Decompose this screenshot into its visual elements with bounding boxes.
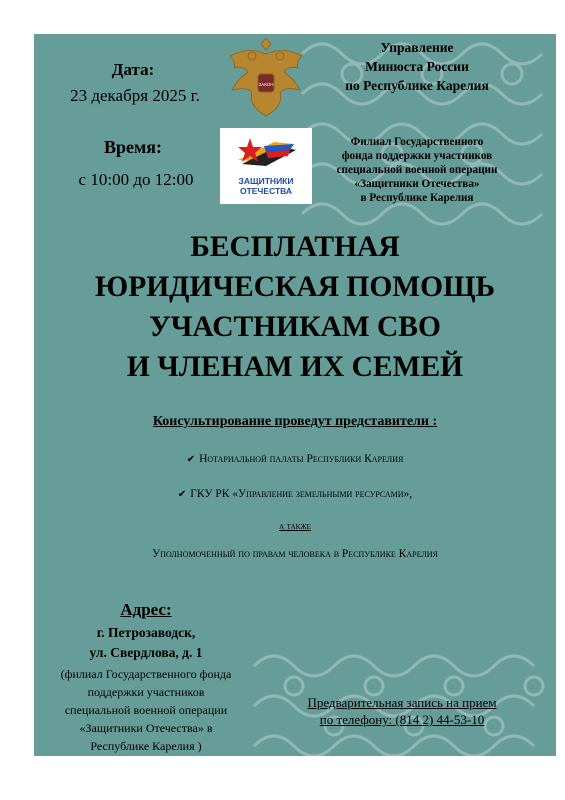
poster <box>34 34 556 756</box>
fund-line: «Защитники Отечества» <box>354 178 480 190</box>
booking-block <box>266 694 538 728</box>
address-note-line: «Защитники Отечества» в <box>79 721 213 735</box>
address-note-line: Республике Карелия ) <box>90 739 202 753</box>
ministry-line: Управление <box>380 40 454 55</box>
ministry-block <box>296 38 538 95</box>
headline-line: БЕСПЛАТНАЯ <box>190 231 400 263</box>
time-label: Время: <box>104 137 162 157</box>
booking-line2 <box>266 711 538 728</box>
address-street: ул. Свердлова, д. 1 <box>89 645 203 660</box>
consult-heading: Консультирование проведут представители : <box>152 414 438 429</box>
fund-line: Филиал Государственного <box>350 136 484 148</box>
list-item-label: Нотариальной палаты Республики Карелия <box>199 453 404 465</box>
booking-prefix: по телефону: <box>319 712 393 727</box>
ministry-line: по Республике Карелия <box>345 78 489 93</box>
address-city: г. Петрозаводск, <box>96 625 196 640</box>
booking-line1: Предварительная запись на прием <box>307 695 497 710</box>
headline-line: ЮРИДИЧЕСКАЯ ПОМОЩЬ <box>94 271 495 303</box>
emblem-shield-text: ЗАКОН <box>258 82 274 87</box>
date-label: Дата: <box>111 60 155 79</box>
logo-text-line1: ЗАЩИТНИКИ <box>238 176 294 186</box>
address-note-line: специальной военной операции <box>64 703 228 717</box>
fund-line: фонда поддержки участников <box>341 150 493 162</box>
star-ribbon-icon <box>234 136 298 172</box>
fund-line: в Республике Карелия <box>360 192 474 204</box>
ministry-line: Минюста России <box>365 59 469 74</box>
address-label: Адрес: <box>120 600 172 619</box>
address-note-line: поддержки участников <box>87 685 205 699</box>
list-item <box>34 488 556 500</box>
list-item <box>34 453 556 465</box>
headline-line: УЧАСТНИКАМ СВО <box>149 311 441 343</box>
time-value: с 10:00 до 12:00 <box>78 170 194 189</box>
fund-block <box>296 135 538 205</box>
also-label: а также <box>279 521 311 532</box>
check-icon: ✔ <box>177 489 187 500</box>
address-note <box>40 665 252 755</box>
headline <box>34 227 556 387</box>
logo-text-line2: ОТЕЧЕСТВА <box>239 186 293 196</box>
check-icon: ✔ <box>186 454 196 465</box>
address-note-line: (филиал Государственного фонда <box>60 667 232 681</box>
phone-number[interactable]: (814 2) 44-53-10 <box>395 712 485 727</box>
headline-line: И ЧЛЕНАМ ИХ СЕМЕЙ <box>126 351 464 383</box>
date-value: 23 декабря 2025 г. <box>70 86 200 105</box>
fund-line: специальной военной операции <box>336 164 498 176</box>
list-item-label: ГКУ РК «Управление земельными ресурсами», <box>190 488 413 500</box>
ombudsman-label: Уполномоченный по правам человека в Республике Карелия <box>152 548 438 560</box>
